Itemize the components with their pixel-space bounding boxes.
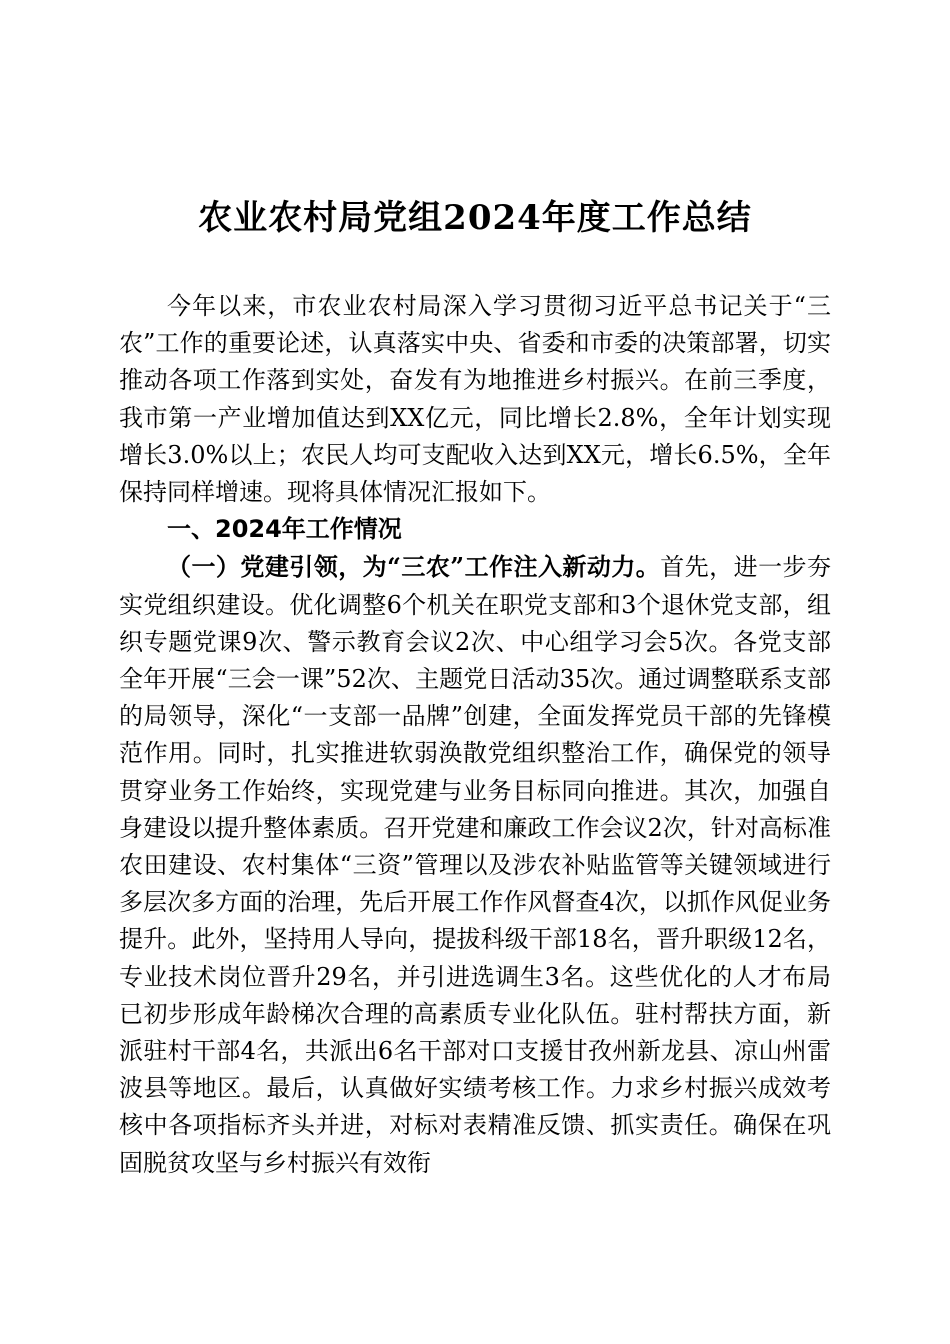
document-body [119, 288, 831, 1182]
subsection-body: 首先，进一步夯实党组织建设。优化调整6个机关在职党支部和3个退休党支部，组织专题党课9次、警示教育会议2次、中心组学习会5次。各党支部全年开展“三会一课”52次、主题党日活动35次。通过调整联系支部的局领导，深化“一支部一品牌”创建，全面发挥党员干部的先锋模范作用。同时，扎实推进软弱涣散党组织整治工作，确保党的领导贯穿业务工作始终，实现党建与业务目标同向推进。其次，加强自身建设以提升整体素质。召开党建和廉政工作会议2次，针对高标准农田建设、农村集体“三资”管理以及涉农补贴监管等关键领域进行多层次多方面的治理，先后开展工作作风督查4次，以抓作风促业务提升。此外，坚持用人导向，提拔科级干部18名，晋升职级12名，专业技术岗位晋升29名，并引进选调生3名。这些优化的人才布局已初步形成年龄梯次合理的高素质专业化队伍。驻村帮扶方面，新派驻村干部4名，共派出6名干部对口支援甘孜州新龙县、凉山州雷波县等地区。最后，认真做好实绩考核工作。力求乡村振兴成效考核中各项指标齐头并进，对标对表精准反馈、抓实责任。确保在巩固脱贫攻坚与乡村振兴有效衔 [119, 553, 832, 1177]
section-heading: 一、2024年工作情况 [167, 515, 402, 544]
subsection-paragraph [119, 548, 831, 1181]
subsection-heading: （一）党建引领，为“三农”工作注入新动力。 [167, 552, 661, 582]
document-title: 农业农村局党组2024年度工作总结 [198, 198, 752, 238]
intro-paragraph: 今年以来，市农业农村局深入学习贯彻习近平总书记关于“三农”工作的重要论述，认真落实中央、省委和市委的决策部署，切实推动各项工作落到实处，奋发有为地推进乡村振兴。在前三季度，我市第一产业增加值达到XX亿元，同比增长2.8%，全年计划实现增长3.0%以上；农民人均可支配收入达到XX元，增长6.5%，全年保持同样增速。现将具体情况汇报如下。 [119, 292, 831, 507]
